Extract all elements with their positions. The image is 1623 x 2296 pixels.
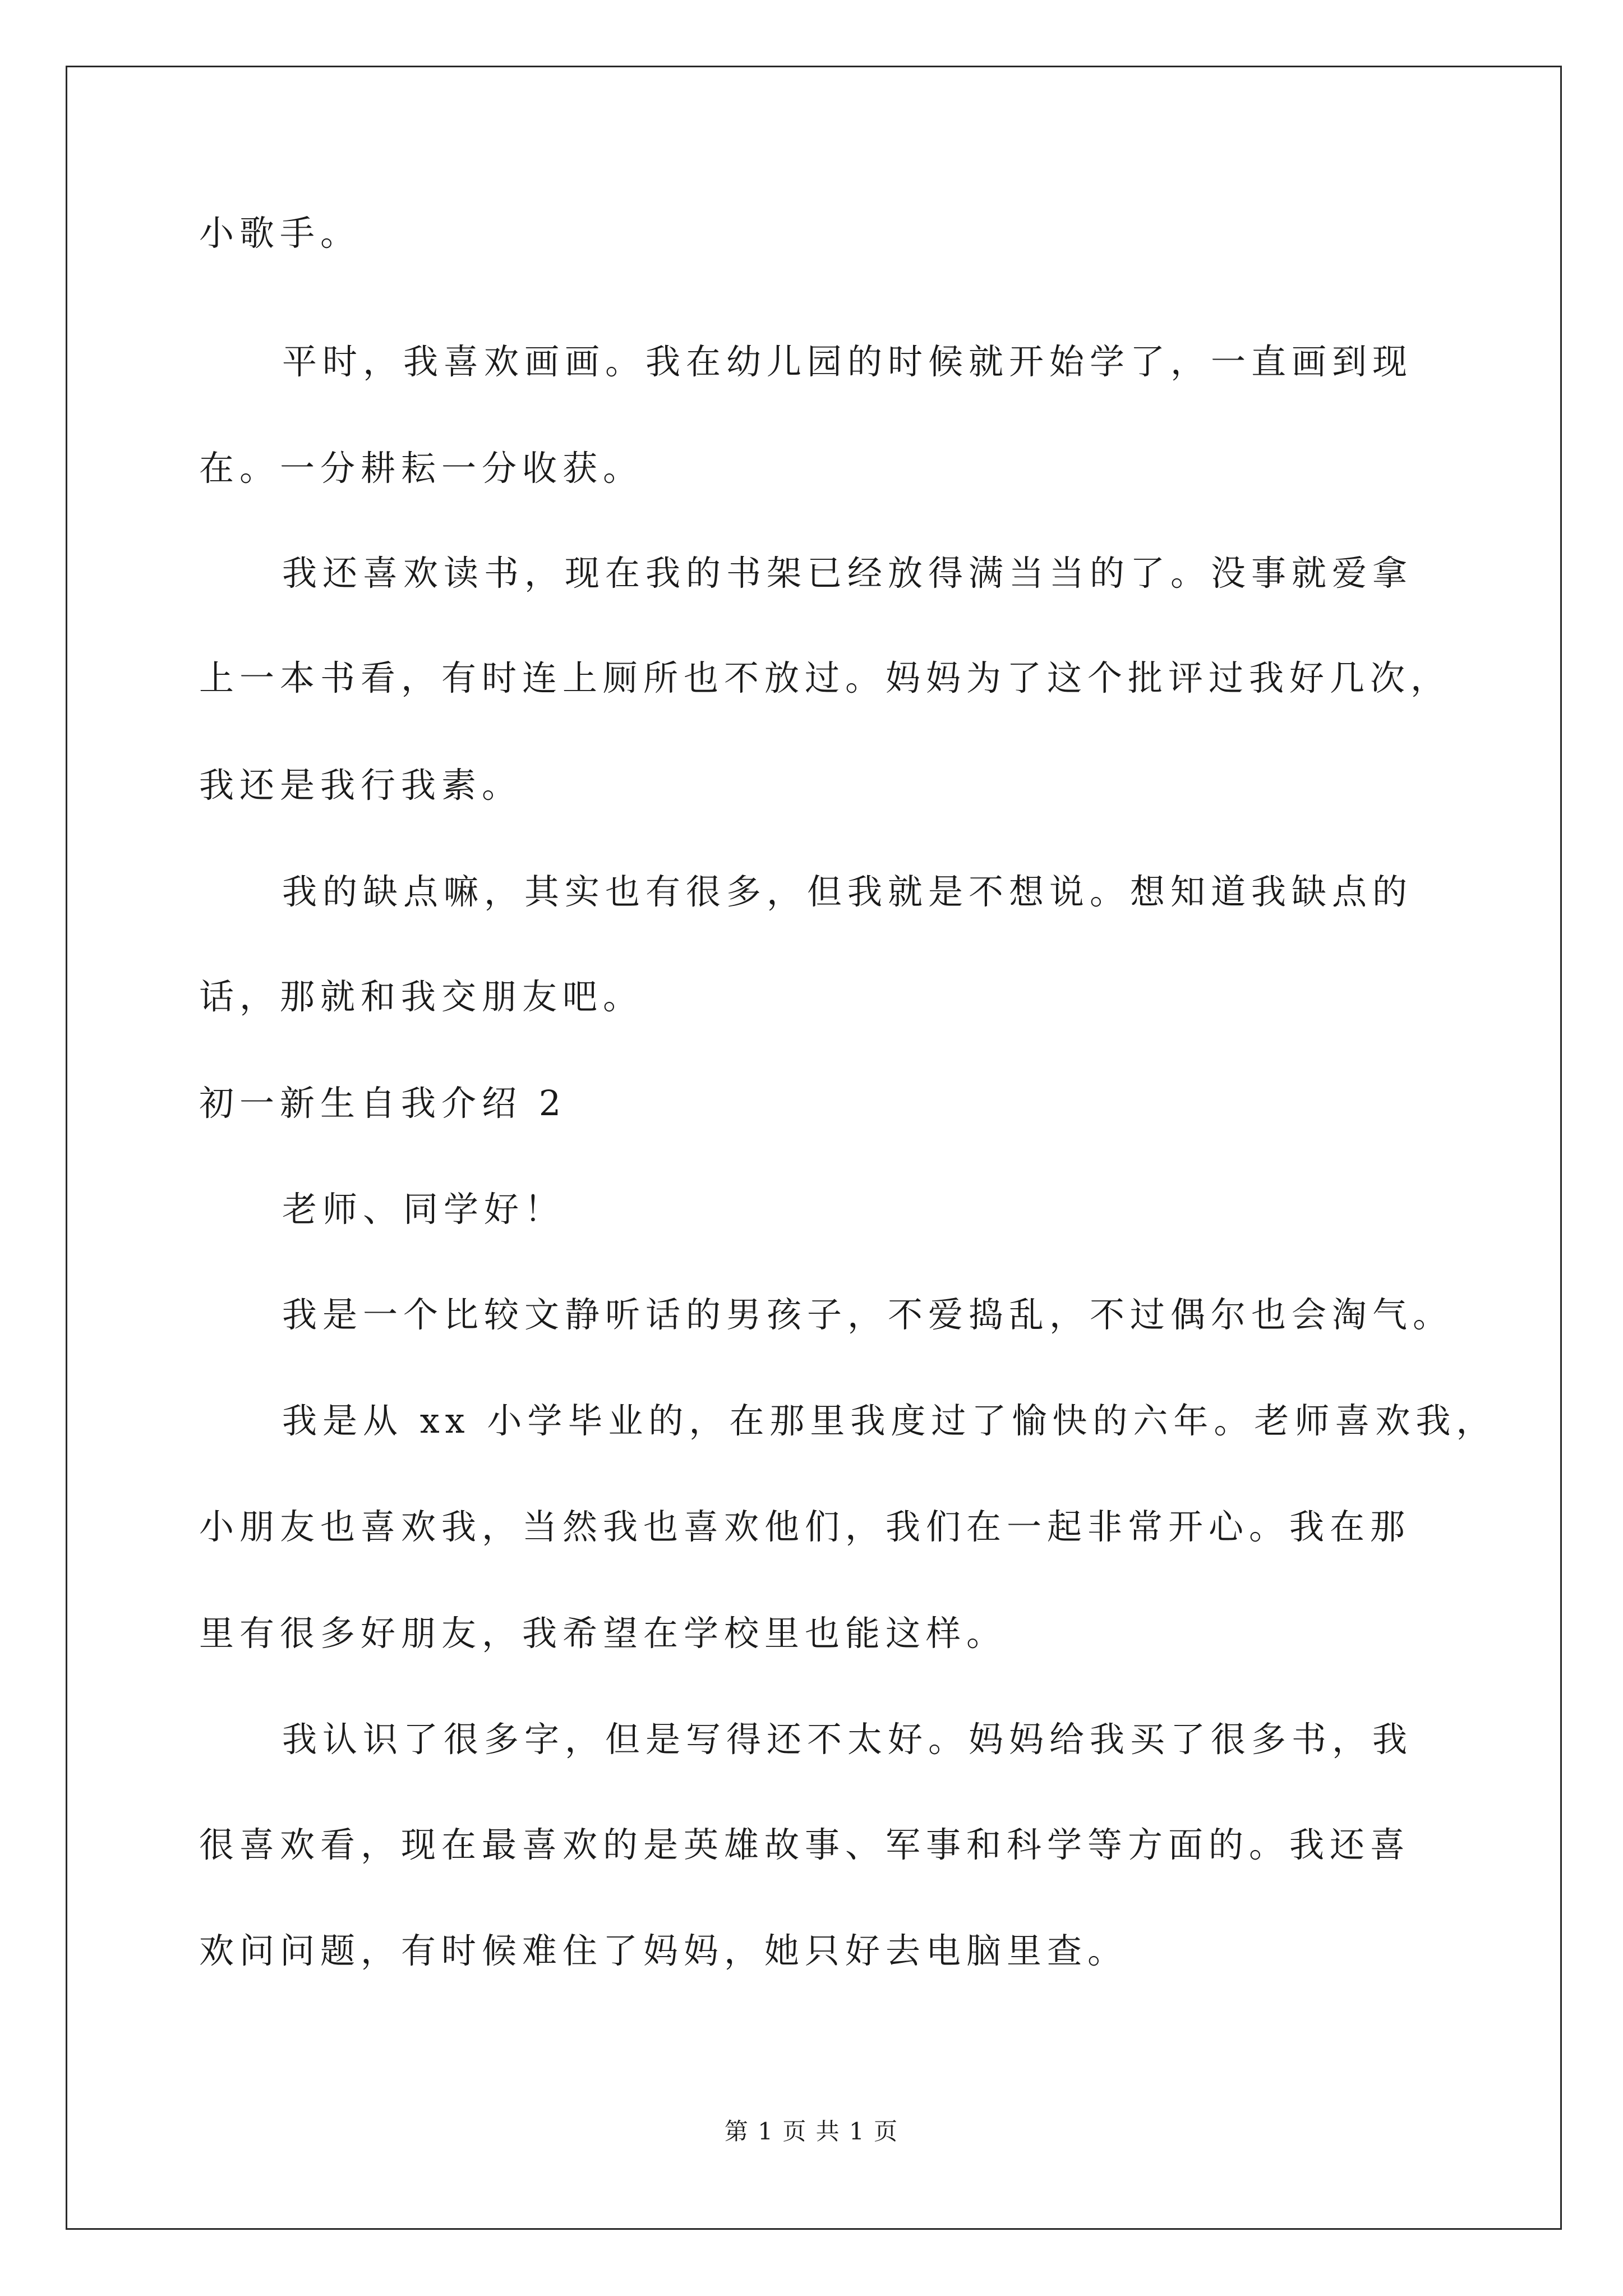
section-heading: 初一新生自我介绍 2 xyxy=(199,1083,567,1124)
paragraph-line: 上一本书看，有时连上厕所也不放过。妈妈为了这个批评过我好几次， xyxy=(199,657,1451,698)
paragraph-line: 我的缺点嘛，其实也有很多，但我就是不想说。想知道我缺点的 xyxy=(282,871,1413,912)
page-footer: 第 1 页 共 1 页 xyxy=(724,2118,899,2145)
paragraph-line: 我认识了很多字，但是写得还不太好。妈妈给我买了很多书，我 xyxy=(282,1719,1413,1760)
paragraph-line: 老师、同学好！ xyxy=(282,1189,565,1230)
paragraph-line: 我是一个比较文静听话的男孩子，不爱捣乱，不过偶尔也会淘气。 xyxy=(282,1294,1454,1335)
paragraph-line: 我还喜欢读书，现在我的书架已经放得满当当的了。没事就爱拿 xyxy=(282,553,1413,593)
paragraph-line: 欢问问题，有时候难住了妈妈，她只好去电脑里查。 xyxy=(199,1930,1128,1971)
paragraph-line: 小歌手。 xyxy=(199,213,361,254)
paragraph-line: 平时，我喜欢画画。我在幼儿园的时候就开始学了，一直画到现 xyxy=(282,341,1413,382)
paragraph-line: 话，那就和我交朋友吧。 xyxy=(199,976,644,1017)
paragraph-line: 我是从 xx 小学毕业的，在那里我度过了愉快的六年。老师喜欢我， xyxy=(282,1400,1497,1441)
paragraph-line: 里有很多好朋友，我希望在学校里也能这样。 xyxy=(199,1613,1007,1654)
paragraph-line: 很喜欢看，现在最喜欢的是英雄故事、军事和科学等方面的。我还喜 xyxy=(199,1824,1411,1865)
page-border xyxy=(66,66,1562,2230)
paragraph-line: 我还是我行我素。 xyxy=(199,765,523,806)
paragraph-line: 在。一分耕耘一分收获。 xyxy=(199,448,644,489)
paragraph-line: 小朋友也喜欢我，当然我也喜欢他们，我们在一起非常开心。我在那 xyxy=(199,1506,1411,1547)
